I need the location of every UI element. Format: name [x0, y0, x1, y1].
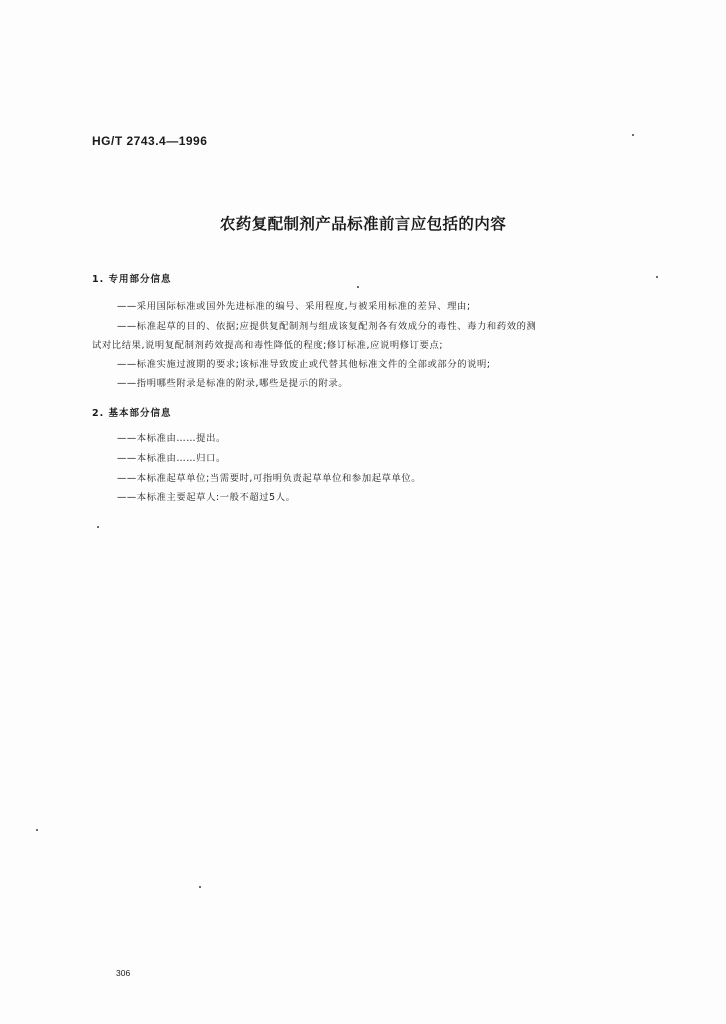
paragraph-line: ——本标准由……提出。 [117, 433, 226, 444]
paragraph-line: ——指明哪些附录是标准的附录,哪些是提示的附录。 [117, 378, 349, 389]
paragraph-line: ——本标准主要起草人:一般不超过5人。 [117, 492, 296, 503]
scan-speck [36, 829, 38, 831]
section-heading-2: 2. 基本部分信息 [92, 408, 172, 419]
scan-speck [656, 276, 658, 278]
paragraph-line: ——采用国际标准或国外先进标准的编号、采用程度,与被采用标准的差异、理由; [117, 301, 471, 312]
page-number: 306 [116, 968, 131, 978]
paragraph-line: 试对比结果,说明复配制剂药效提高和毒性降低的程度;修订标准,应说明修订要点; [92, 340, 444, 351]
paragraph-line: ——标准实施过渡期的要求;该标准导致废止或代替其他标准文件的全部或部分的说明; [117, 359, 491, 370]
paragraph-line: ——标准起草的目的、依据;应提供复配制剂与组成该复配剂各有效成分的毒性、毒力和药效的测 [117, 321, 537, 332]
scan-speck [357, 286, 359, 288]
standard-code: HG/T 2743.4—1996 [92, 134, 208, 148]
scan-speck [97, 526, 99, 528]
paragraph-line: ——本标准由……归口。 [117, 453, 226, 464]
scan-speck [632, 134, 634, 136]
page-title: 农药复配制剂产品标准前言应包括的内容 [219, 215, 507, 233]
paragraph-line: ——本标准起草单位;当需要时,可指明负责起草单位和参加起草单位。 [117, 473, 422, 484]
scan-speck [199, 886, 201, 888]
section-heading-1: 1. 专用部分信息 [92, 274, 172, 285]
